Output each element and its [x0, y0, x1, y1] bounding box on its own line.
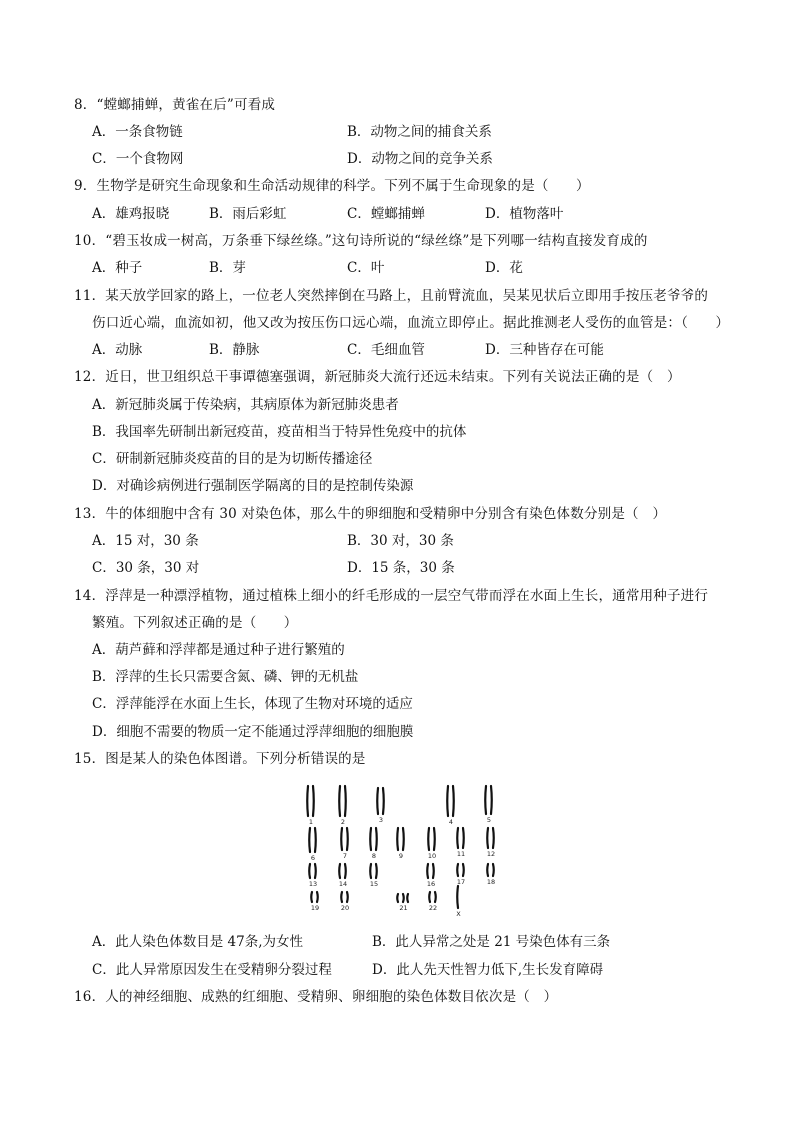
q15-stem: 15．图是某人的染色体图谱。下列分析错误的是 [74, 751, 366, 767]
q11-option-d: D．三种皆存在可能 [485, 342, 604, 358]
q13-stem: 13．牛的体细胞中含有 30 对染色体，那么牛的卵细胞和受精卵中分别含有染色体数分别是（ ） [74, 506, 667, 522]
q15-option-a: A．此人染色体数目是 47条,为女性 [92, 934, 304, 950]
karyotype-label-12: 12 [486, 850, 496, 858]
chromosome-14-1 [339, 864, 340, 878]
q14-option-b: B．浮萍的生长只需要含氮、磷、钾的无机盐 [92, 669, 359, 685]
karyotype-label-17: 17 [456, 878, 466, 886]
karyotype-label-10: 10 [427, 852, 437, 860]
chromosome-6-1 [309, 828, 310, 852]
chromosome-9-1 [397, 828, 398, 850]
chromosome-7-1 [341, 828, 342, 850]
q15-option-d: D．此人先天性智力低下,生长发育障碍 [372, 962, 604, 978]
q11-option-a: A．动脉 [92, 342, 143, 358]
karyotype-label-3: 3 [378, 816, 384, 824]
q8-option-a: A．一条食物链 [92, 124, 183, 140]
q15-option-b: B．此人异常之处是 21 号染色体有三条 [372, 934, 611, 950]
q16-stem: 16．人的神经细胞、成熟的红细胞、受精卵、卵细胞的染色体数目依次是（ ） [74, 989, 558, 1005]
q10-option-a: A．种子 [92, 260, 143, 276]
chromosome-8-2 [376, 828, 377, 850]
chromosome-15-1 [370, 864, 371, 878]
q8-option-b: B．动物之间的捕食关系 [347, 124, 492, 140]
chromosome-4-2 [453, 786, 454, 816]
karyotype-label-5: 5 [486, 816, 492, 824]
chromosome-10-2 [434, 828, 435, 850]
chromosome-20-2 [347, 892, 348, 902]
chromosome-21-3 [407, 894, 408, 902]
chromosome-10-1 [428, 828, 429, 850]
q8-stem: 8．“螳螂捕蝉，黄雀在后”可看成 [74, 97, 276, 113]
q9-option-c: C．螳螂捕蝉 [347, 206, 425, 222]
karyotype-label-8: 8 [371, 852, 377, 860]
chromosome-13-2 [315, 864, 316, 878]
q8-option-c: C．一个食物网 [92, 151, 184, 167]
q14-stem-line1: 14．浮萍是一种漂浮植物，通过植株上细小的纤毛形成的一层空气带而浮在水面上生长，通常用种子进行 [74, 588, 709, 604]
chromosome-X-1 [457, 886, 458, 908]
karyotype-label-18: 18 [486, 878, 496, 886]
karyotype-label-20: 20 [340, 904, 350, 912]
chromosome-13-1 [309, 864, 310, 878]
q11-stem-line1: 11．某天放学回家的路上，一位老人突然摔倒在马路上，且前臂流血，吴某见状后立即用手按压老爷爷的 [74, 288, 709, 304]
chromosome-1-2 [313, 786, 314, 816]
q14-option-d: D．细胞不需要的物质一定不能通过浮萍细胞的细胞膜 [92, 724, 414, 740]
q9-option-a: A．雄鸡报晓 [92, 206, 170, 222]
q10-option-b: B．芽 [209, 260, 246, 276]
karyotype-figure [298, 782, 508, 920]
chromosome-17-1 [457, 864, 458, 876]
chromosome-20-1 [341, 892, 342, 902]
q10-option-d: D．花 [485, 260, 523, 276]
chromosome-22-2 [435, 892, 436, 902]
q13-option-a: A．15 对，30 条 [92, 533, 199, 549]
chromosome-5-1 [485, 786, 486, 814]
karyotype-label-13: 13 [308, 880, 318, 888]
q10-option-c: C．叶 [347, 260, 385, 276]
chromosome-1-1 [307, 786, 308, 816]
chromosome-16-2 [433, 864, 434, 878]
q14-option-c: C．浮萍能浮在水面上生长，体现了生物对环境的适应 [92, 696, 413, 712]
q12-option-b: B．我国率先研制出新冠疫苗，疫苗相当于特异性免疫中的抗体 [92, 424, 467, 440]
q12-option-a: A．新冠肺炎属于传染病，其病原体为新冠肺炎患者 [92, 397, 399, 413]
chromosome-3-1 [377, 788, 378, 814]
chromosome-9-2 [403, 828, 404, 850]
karyotype-label-4: 4 [448, 818, 454, 826]
chromosome-12-1 [487, 828, 488, 848]
q13-option-b: B．30 对，30 条 [347, 533, 454, 549]
q12-option-d: D．对确诊病例进行强制医学隔离的目的是控制传染源 [92, 478, 414, 494]
chromosome-17-2 [463, 864, 464, 876]
karyotype-label-16: 16 [426, 880, 436, 888]
karyotype-label-21: 21 [399, 904, 408, 912]
chromosome-7-2 [347, 828, 348, 850]
karyotype-label-22: 22 [428, 904, 438, 912]
q9-stem: 9．生物学是研究生命现象和生命活动规律的科学。下列不属于生命现象的是（ ） [74, 178, 590, 194]
karyotype-label-19: 19 [310, 904, 320, 912]
chromosome-19-1 [311, 892, 312, 902]
q14-option-a: A．葫芦藓和浮萍都是通过种子进行繁殖的 [92, 642, 345, 658]
chromosome-11-1 [457, 828, 458, 848]
q14-stem-line2: 繁殖。下列叙述正确的是（ ） [92, 615, 298, 631]
chromosome-19-2 [317, 892, 318, 902]
q9-option-b: B．雨后彩虹 [209, 206, 287, 222]
chromosome-22-1 [429, 892, 430, 902]
karyotype-label-9: 9 [398, 852, 404, 860]
q12-stem: 12．近日，世卫组织总干事谭德塞强调，新冠肺炎大流行还远未结束。下列有关说法正确的是（ ） [74, 369, 681, 385]
chromosome-18-2 [493, 864, 494, 876]
q11-stem-line2: 伤口近心端，血流如初，他又改为按压伤口远心端，血流立即停止。据此推测老人受伤的血管是：（ ） [92, 315, 730, 331]
karyotype-label-X: X [456, 910, 461, 918]
chromosome-6-2 [315, 828, 316, 852]
chromosome-8-1 [370, 828, 371, 850]
q10-stem: 10．“碧玉妆成一树高，万条垂下绿丝绦。”这句诗所说的“绿丝绦”是下列哪一结构直接发育成的 [74, 233, 648, 249]
chromosome-16-1 [427, 864, 428, 878]
chromosome-18-1 [487, 864, 488, 876]
chromosome-15-2 [376, 864, 377, 878]
q13-option-d: D．15 条，30 条 [347, 560, 455, 576]
q15-option-c: C．此人异常原因发生在受精卵分裂过程 [92, 962, 332, 978]
q9-option-d: D．植物落叶 [485, 206, 564, 222]
karyotype-label-1: 1 [308, 818, 314, 826]
chromosome-4-1 [447, 786, 448, 816]
chromosome-11-2 [463, 828, 464, 848]
chromosome-12-2 [493, 828, 494, 848]
karyotype-label-6: 6 [310, 854, 316, 862]
q12-option-c: C．研制新冠肺炎疫苗的目的是为切断传播途径 [92, 451, 373, 467]
karyotype-label-2: 2 [340, 818, 346, 826]
chromosome-21-1 [397, 894, 398, 902]
q13-option-c: C．30 条，30 对 [92, 560, 200, 576]
karyotype-svg [298, 782, 508, 920]
karyotype-label-11: 11 [456, 850, 466, 858]
chromosome-14-2 [345, 864, 346, 878]
chromosome-2-2 [345, 786, 346, 816]
chromosome-21-2 [403, 894, 404, 902]
q8-option-d: D．动物之间的竞争关系 [347, 151, 493, 167]
karyotype-label-14: 14 [338, 880, 348, 888]
q11-option-b: B．静脉 [209, 342, 260, 358]
chromosome-5-2 [491, 786, 492, 814]
karyotype-label-7: 7 [342, 852, 348, 860]
chromosome-3-2 [383, 788, 384, 814]
q11-option-c: C．毛细血管 [347, 342, 425, 358]
karyotype-label-15: 15 [369, 880, 379, 888]
chromosome-2-1 [339, 786, 340, 816]
